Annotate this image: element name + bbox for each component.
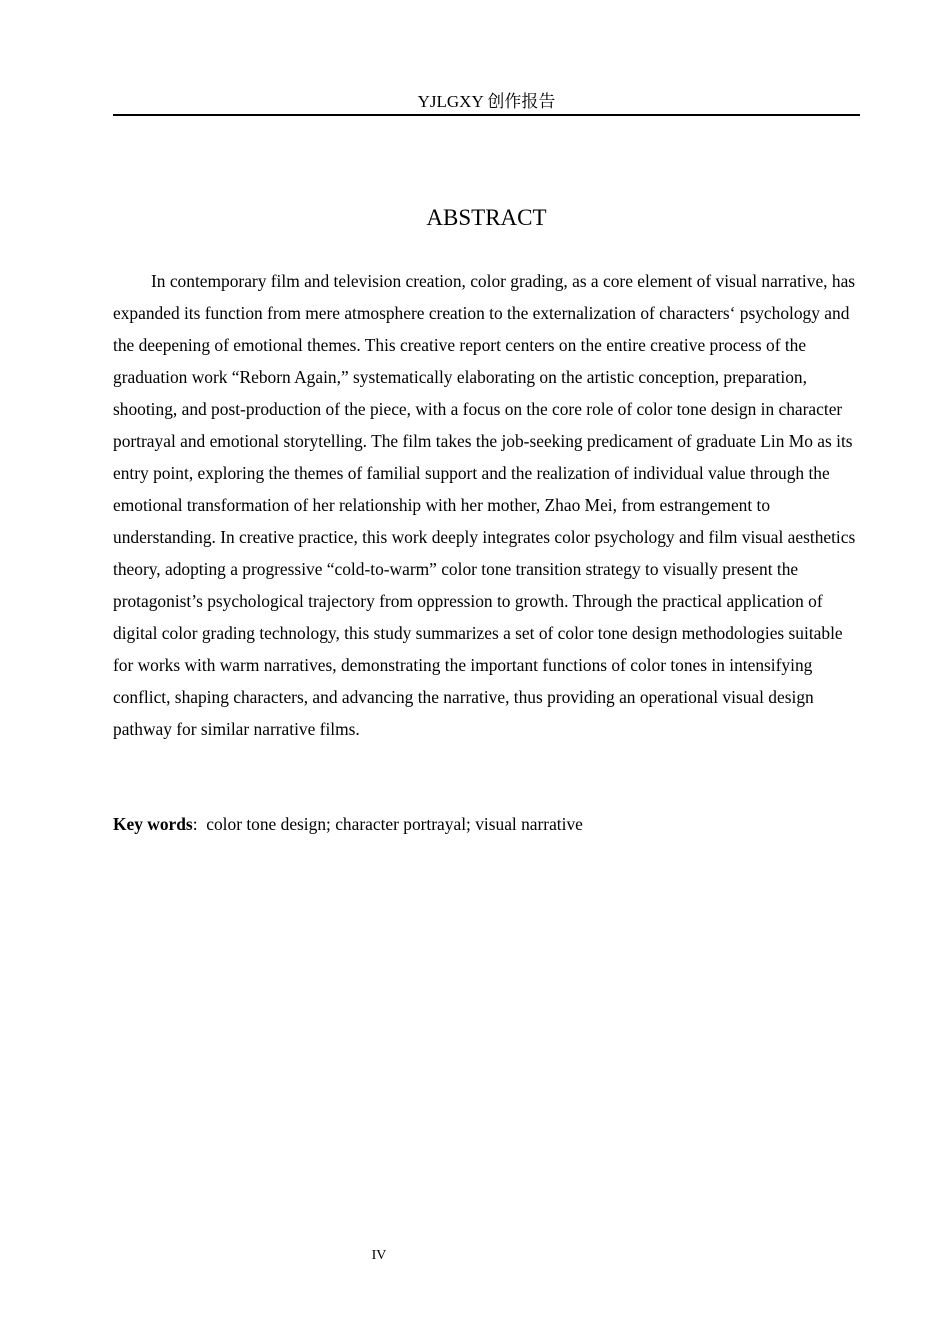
page-number: IV	[371, 1248, 387, 1263]
keywords-label: Key words	[113, 814, 193, 834]
abstract-heading: ABSTRACT	[426, 205, 547, 230]
keywords-values: color tone design; character portrayal; visual narrative	[206, 814, 583, 834]
header-title: YJLGXY 创作报告	[417, 92, 556, 111]
keywords-line	[113, 808, 860, 840]
keywords-separator: :	[192, 814, 198, 834]
abstract-body: In contemporary film and television creation, color grading, as a core element of visual narrative, has expanded its function from mere atmosphere creation to the externalization of characters‘ psychology and the deepening of emotional themes. This creative report centers on the entire creative process of the graduation work “Reborn Again,” systematically elaborating on the artistic conception, preparation, shooting, and post-production of the piece, with a focus on the core role of color tone design in character portrayal and emotional storytelling. The film takes the job-seeking predicament of graduate Lin Mo as its entry point, exploring the themes of familial support and the realization of individual value through the emotional transformation of her relationship with her mother, Zhao Mei, from estrangement to understanding. In creative practice, this work deeply integrates color psychology and film visual aesthetics theory, adopting a progressive “cold-to-warm” color tone transition strategy to visually present the protagonist’s psychological trajectory from oppression to growth. Through the practical application of digital color grading technology, this study summarizes a set of color tone design methodologies suitable for works with warm narratives, demonstrating the important functions of color tones in intensifying conflict, shaping characters, and advancing the narrative, thus providing an operational visual design pathway for similar narrative films.	[113, 271, 856, 739]
page-header	[113, 90, 860, 116]
